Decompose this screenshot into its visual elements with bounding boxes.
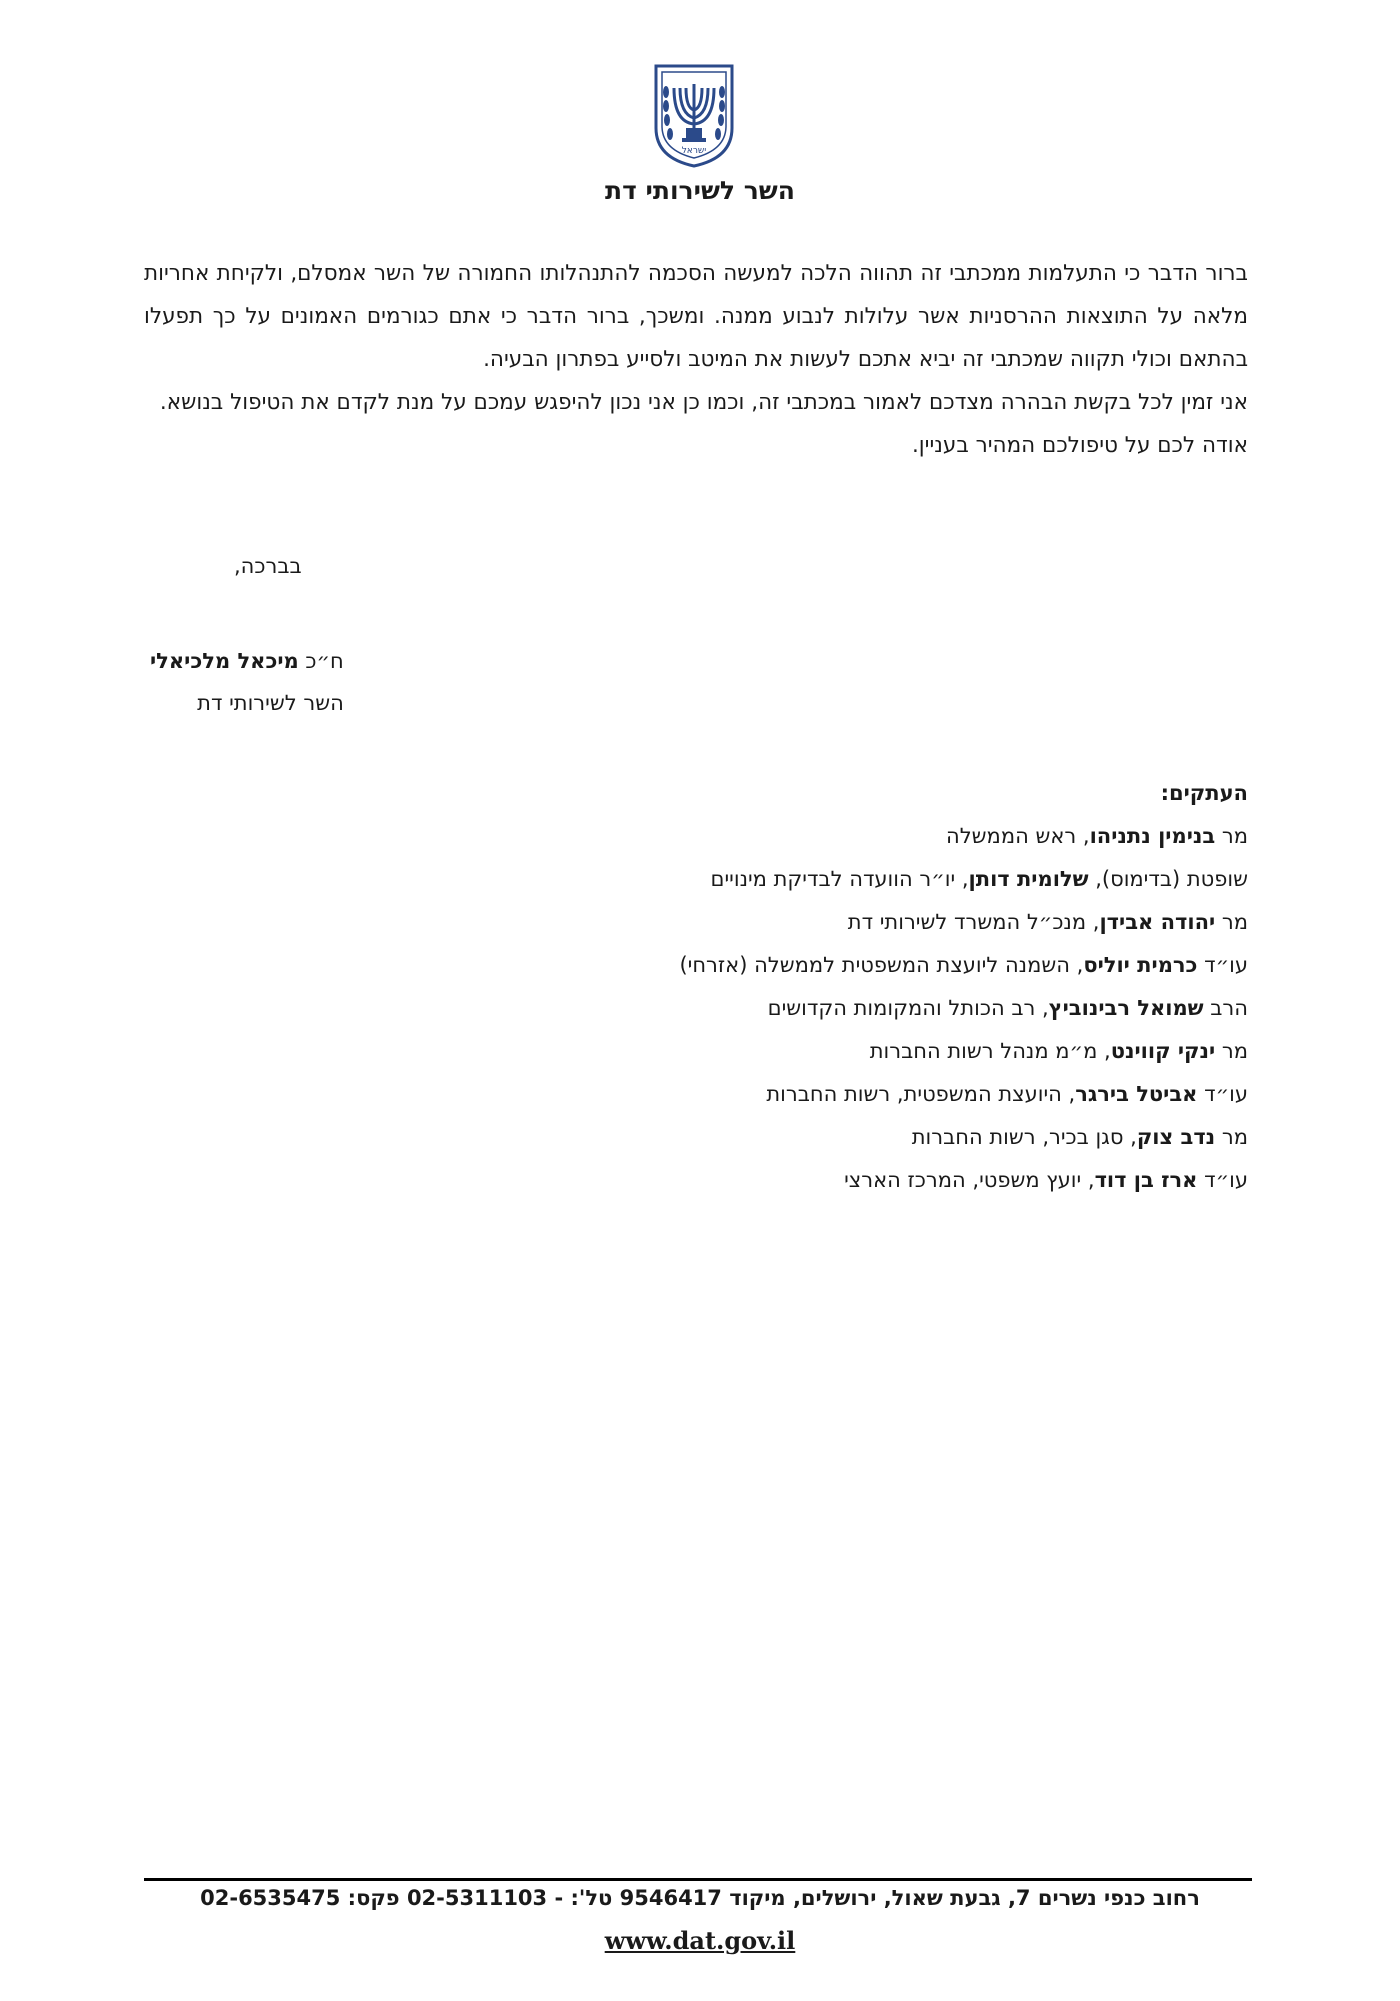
ministry-title: השר לשירותי דת [605, 176, 795, 205]
body-paragraph: ברור הדבר כי התעלמות ממכתבי זה תהווה הלכה למעשה הסכמה להתנהלותו החמורה של השר אמסלם, ולקיחת אחריות מלאה על התוצאות ההרסניות אשר עלולות לנבוע ממנה. ומשכך, ברור הדבר כי אתם כגורמים האמונים על כך תפעלו בהתאם וכולי תקווה שמכתבי זה יביא אתכם לעשות את המיטב ולסייע בפתרון הבעיה. [144, 261, 1248, 372]
copy-recipient: מר בנימין נתניהו, ראש הממשלה [946, 824, 1248, 848]
signature-prefix: ח״כ [305, 649, 344, 673]
closing-salutation: בברכה, [234, 554, 302, 578]
copy-recipient: מר נדב צוק, סגן בכיר, רשות החברות [911, 1125, 1248, 1149]
copy-recipient: שופטת (בדימוס), שלומית דותן, יו״ר הוועדה לבדיקת מינויים [710, 867, 1248, 891]
copy-recipient: עו״ד כרמית יוליס, השמנה ליועצת המשפטית לממשלה (אזרחי) [679, 953, 1248, 977]
copies-list [679, 772, 1248, 1202]
footer-address: רחוב כנפי נשרים 7, גבעת שאול, ירושלים, מיקוד 9546417 טל': - 02-5311103 פקס: 02-6535475 [200, 1886, 1200, 1910]
copy-recipient: מר יהודה אבידן, מנכ״ל המשרד לשירותי דת [847, 910, 1248, 934]
signature-name: מיכאל מלכיאלי [150, 649, 299, 673]
signature-block [150, 640, 344, 724]
signature-name-line [150, 640, 344, 682]
copy-recipient: הרב שמואל רבינוביץ, רב הכותל והמקומות הקדושים [767, 996, 1248, 1020]
signature-role: השר לשירותי דת [197, 691, 344, 715]
body-paragraph: אודה לכם על טיפולכם המהיר בעניין. [911, 433, 1248, 458]
copy-recipient: עו״ד ארז בן דוד, יועץ משפטי, המרכז הארצי [844, 1168, 1248, 1192]
footer-website-link[interactable]: www.dat.gov.il [604, 1926, 796, 1955]
letter-body [144, 252, 1248, 467]
copy-recipient: מר ינקי קווינט, מ״מ מנהל רשות החברות [869, 1039, 1248, 1063]
state-emblem-icon [650, 62, 738, 170]
copy-recipient: עו״ד אביטל בירגר, היועצת המשפטית, רשות החברות [766, 1082, 1248, 1106]
body-paragraph: אני זמין לכל בקשת הבהרה מצדכם לאמור במכתבי זה, וכמו כן אני נכון להיפגש עמכם על מנת לקדם את הטיפול בנושא. [159, 390, 1248, 415]
emblem-text: ישראל [681, 146, 707, 156]
footer-divider [144, 1878, 1252, 1881]
copies-heading: העתקים: [1160, 781, 1248, 805]
